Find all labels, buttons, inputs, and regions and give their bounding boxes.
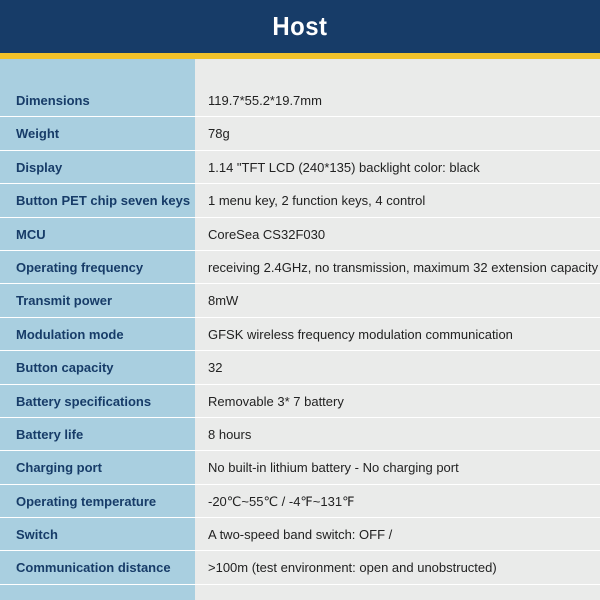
spec-label: Operating temperature xyxy=(16,493,157,509)
spec-value: No built-in lithium battery - No charging port xyxy=(208,460,459,476)
spec-value: 32 xyxy=(208,360,223,376)
spec-row xyxy=(0,318,600,351)
spec-label: MCU xyxy=(16,226,46,242)
spec-row xyxy=(0,117,600,150)
spec-row xyxy=(0,151,600,184)
spec-row xyxy=(0,451,600,484)
spec-value: receiving 2.4GHz, no transmission, maximum 32 extension capacity xyxy=(208,259,599,275)
row-divider xyxy=(0,584,600,585)
spec-row xyxy=(0,84,600,117)
spec-row xyxy=(0,518,600,551)
spec-label: Button PET chip seven keys xyxy=(16,193,191,209)
page-title: Host xyxy=(272,11,328,41)
spec-label: Modulation mode xyxy=(16,326,124,342)
spec-value: CoreSea CS32F030 xyxy=(208,226,326,242)
spec-label: Weight xyxy=(16,126,60,142)
spec-value: -20℃~55℃ / -4℉~131℉ xyxy=(208,493,355,509)
spec-label: Transmit power xyxy=(16,293,113,309)
spec-label: Battery life xyxy=(16,426,84,442)
spec-value: 8 hours xyxy=(208,426,252,442)
spec-label: Charging port xyxy=(16,460,102,476)
spec-value: 1.14 "TFT LCD (240*135) backlight color: black xyxy=(208,159,480,175)
spec-row xyxy=(0,251,600,284)
spec-value: >100m (test environment: open and unobstructed) xyxy=(208,560,497,576)
spec-row xyxy=(0,284,600,317)
spec-label: Dimensions xyxy=(16,93,90,108)
spec-row xyxy=(0,218,600,251)
spec-label: Button capacity xyxy=(16,360,114,376)
spec-row xyxy=(0,184,600,217)
spec-row xyxy=(0,485,600,518)
spec-label: Display xyxy=(16,159,63,175)
spec-row xyxy=(0,351,600,384)
spec-value: GFSK wireless frequency modulation communication xyxy=(208,326,513,342)
spec-row xyxy=(0,385,600,418)
spec-label: Operating frequency xyxy=(16,259,144,275)
spec-row xyxy=(0,418,600,451)
spec-value: 78g xyxy=(208,126,230,142)
spec-label: Communication distance xyxy=(16,560,171,576)
spec-value: A two-speed band switch: OFF / xyxy=(208,527,393,543)
spec-label: Battery specifications xyxy=(16,393,152,409)
spec-value: 119.7*55.2*19.7mm xyxy=(208,93,322,108)
spec-label: Switch xyxy=(16,527,58,543)
spec-row xyxy=(0,551,600,584)
spec-value: 1 menu key, 2 function keys, 4 control xyxy=(208,193,426,209)
spec-table xyxy=(0,84,600,585)
header-banner xyxy=(0,0,600,53)
spec-value: Removable 3* 7 battery xyxy=(208,393,344,409)
spec-value: 8mW xyxy=(208,293,239,309)
